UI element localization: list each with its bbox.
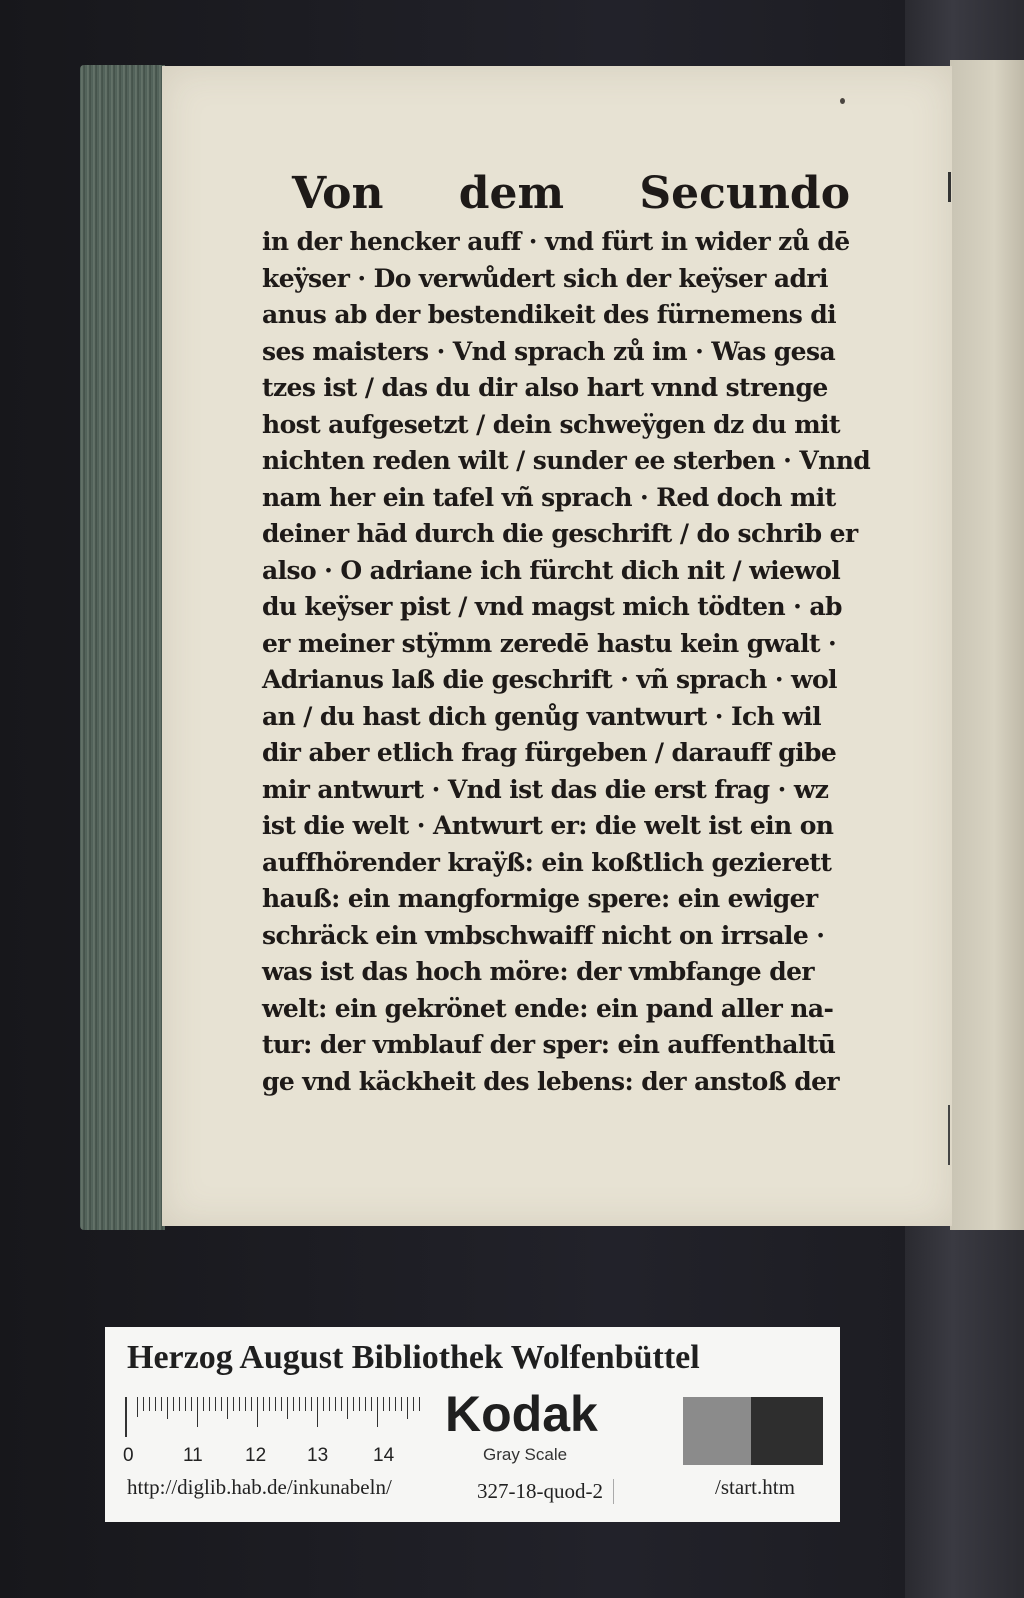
text-line: an / du hast dich genůg vantwurt · Ich wil <box>262 701 822 731</box>
book-page-edges <box>80 65 165 1230</box>
ruler-number: 12 <box>245 1445 267 1466</box>
ruler-numbers <box>123 1445 433 1469</box>
ruler <box>125 1397 427 1437</box>
text-line: ist die welt · Antwurt er: die welt ist ein on <box>262 811 834 840</box>
gray-swatch <box>683 1397 751 1465</box>
text-line: nam her ein tafel vñ sprach · Red doch mit <box>262 482 836 512</box>
text-line: hauß: ein mangformige spere: ein ewiger <box>262 884 818 913</box>
text-line: Adrianus laß die geschrift · vñ sprach · wol <box>262 665 837 694</box>
gray-scale-label: Gray Scale <box>483 1445 568 1464</box>
text-line: ses maisters · Vnd sprach zů im · Was gesa <box>262 336 836 366</box>
text-line: in der hencker auff · vnd fürt in wider zů dē <box>262 227 850 256</box>
ink-speck <box>840 98 845 104</box>
library-title: Herzog August Bibliothek Wolfenbüttel <box>127 1339 700 1376</box>
margin-mark <box>948 1105 950 1165</box>
text-line: tzes ist / das du dir also hart vnnd strenge <box>262 373 828 402</box>
text-line: keÿser · Do verwůdert sich der keÿser adri <box>262 263 828 293</box>
dark-swatch <box>751 1397 823 1465</box>
text-line: du keÿser pist / vnd magst mich tödten · ab <box>262 592 842 621</box>
text-line: mir antwurt · Vnd ist das die erst frag · wz <box>262 774 829 804</box>
text-line: deiner hād durch die geschrift / do schrib er <box>262 519 858 548</box>
kodak-logo: Kodak <box>445 1386 598 1442</box>
ruler-number: 0 <box>123 1445 134 1466</box>
chapter-heading: Von dem Secundo <box>292 168 851 219</box>
text-line: anus ab der bestendikeit des fürnemens di <box>262 300 837 329</box>
text-line: also · O adriane ich fürcht dich nit / wiewol <box>262 555 841 585</box>
ruler-number: 14 <box>373 1445 395 1466</box>
page-text <box>262 168 871 1100</box>
ruler-number: 13 <box>307 1445 329 1466</box>
text-line: was ist das hoch möre: der vmbfange der <box>262 957 814 986</box>
text-line: welt: ein gekrönet ende: ein pand aller na- <box>262 993 834 1023</box>
text-line: er meiner stÿmm zeredē hastu kein gwalt · <box>262 628 837 658</box>
margin-mark <box>948 172 951 202</box>
text-line: tur: der vmblauf der sper: ein auffenthaltū <box>262 1030 836 1059</box>
text-line: auffhörender kraÿß: ein koßtlich gezierett <box>262 847 832 877</box>
url-suffix: /start.htm <box>715 1475 795 1499</box>
text-line: ge vnd käckheit des lebens: der anstoß der <box>262 1066 839 1096</box>
url-prefix: http://diglib.hab.de/inkunabeln/ <box>127 1475 392 1499</box>
ruler-number: 11 <box>183 1445 203 1466</box>
facing-page <box>950 60 1024 1230</box>
text-line: schräck ein vmbschwaiff nicht on irrsale · <box>262 920 825 950</box>
text-line: nichten reden wilt / sunder ee sterben · Vnnd <box>262 446 871 475</box>
color-scale-card <box>105 1327 840 1522</box>
text-line: dir aber etlich frag fürgeben / darauff gibe <box>262 738 837 767</box>
url-id: 327-18-quod-2 <box>477 1479 614 1504</box>
text-line: host aufgesetzt / dein schweÿgen dz du mit <box>262 409 840 439</box>
